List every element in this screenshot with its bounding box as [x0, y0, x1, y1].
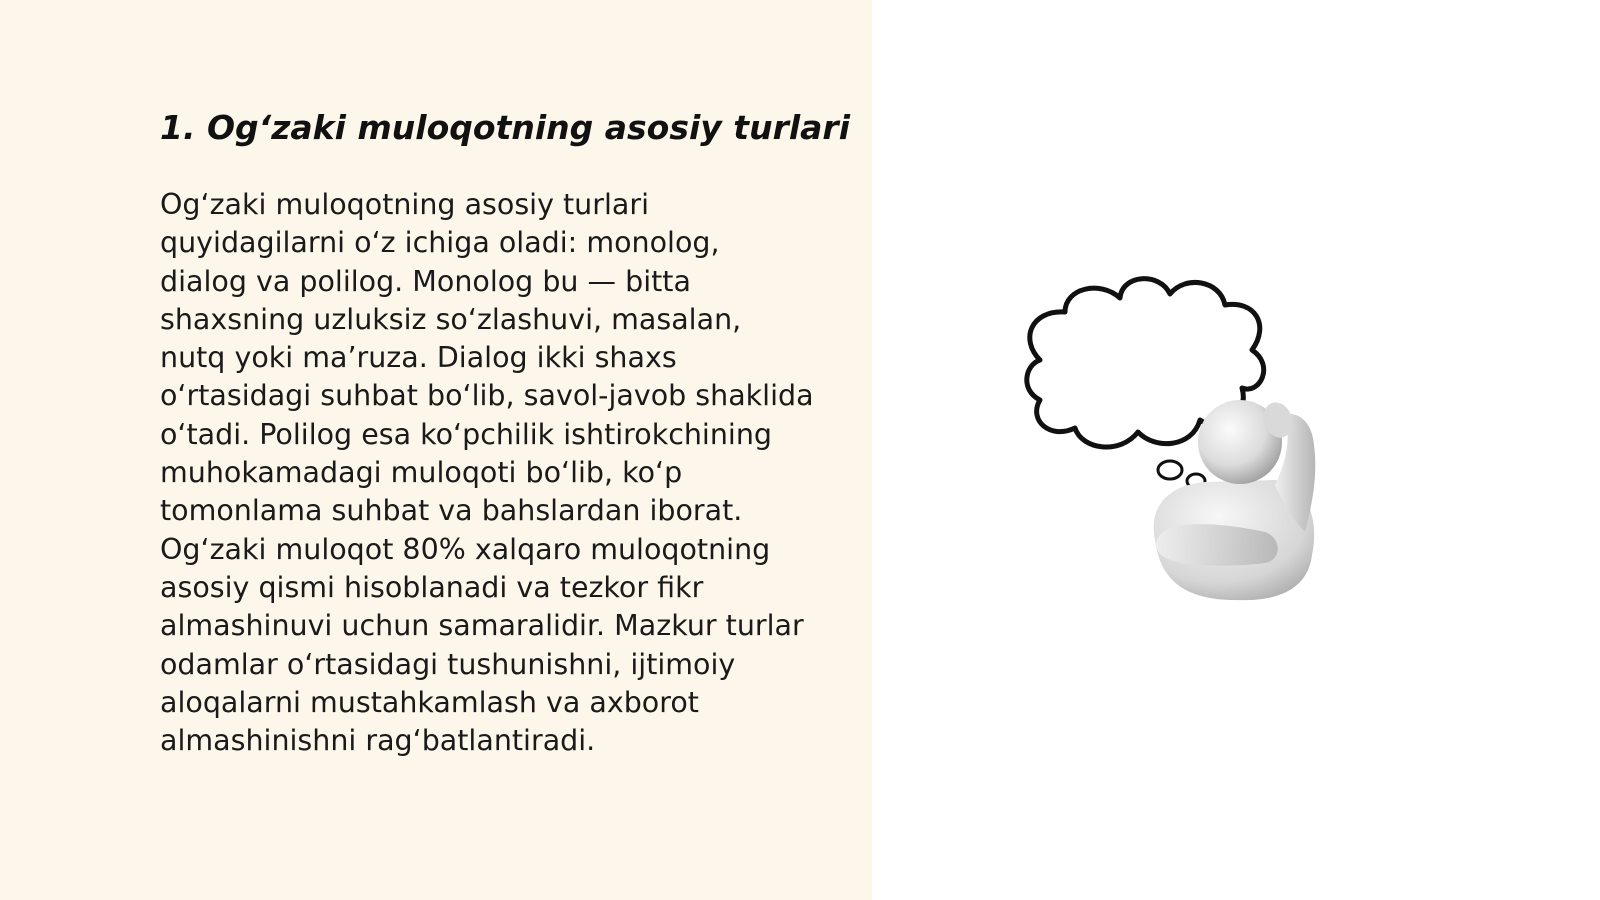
slide-body-text: Og‘zaki muloqotning asosiy turlari quyidagilarni o‘z ichiga oladi: monolog, dialog va polilog. Monolog bu — bitta shaxsning uzluksiz so‘zlashuvi, masalan, nutq yoki ma’ruza. Dialog ikki shaxs o‘rtasidagi suhbat bo‘lib, savol-javob shaklida o‘tadi. Polilog esa ko‘pchilik ishtirokchining muhokamadagi muloqoti bo‘lib, ko‘p tomonlama suhbat va bahslardan iborat. Og‘zaki muloqot 80% xalqaro muloqotning asosiy qismi hisoblanadi va tezkor fikr almashinuvi uchun samaralidir. Mazkur turlar odamlar o‘rtasidagi tushunishni, ijtimoiy aloqalarni mustahkamlash va axborot almashinishni rag‘batlantiradi. [160, 188, 814, 758]
thinking-person-with-thought-bubble-icon [1020, 270, 1360, 620]
slide-title: 1. Og‘zaki muloqotning asosiy turlari [160, 108, 851, 147]
thought-bubble-small-1 [1158, 461, 1182, 479]
